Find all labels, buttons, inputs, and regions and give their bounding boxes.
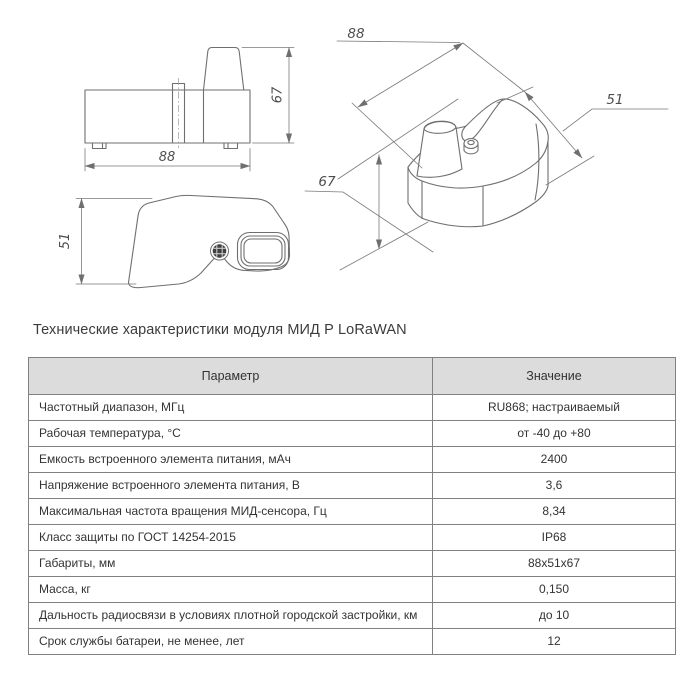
param-cell: Рабочая температура, °С — [29, 421, 433, 447]
param-cell: Класс защиты по ГОСТ 14254-2015 — [29, 525, 433, 551]
front-width-dim-label: 88 — [158, 150, 176, 165]
iso-depth-dim-label: 51 — [606, 92, 624, 108]
table-row — [29, 525, 676, 551]
spec-table — [28, 357, 676, 655]
front-view-drawing — [85, 48, 294, 172]
iso-height-dim-label: 67 — [318, 174, 336, 190]
value-cell: до 10 — [433, 603, 676, 629]
value-cell: IP68 — [433, 525, 676, 551]
page-title: Технические характеристики модуля МИД Р LoRaWAN — [33, 322, 407, 338]
table-row — [29, 577, 676, 603]
side-body-outline — [129, 195, 290, 287]
table-header-row — [29, 358, 676, 395]
column-header-value: Значение — [433, 358, 676, 395]
technical-drawing — [0, 0, 700, 315]
iso-width-dim-label: 88 — [347, 26, 365, 42]
value-cell: 12 — [433, 629, 676, 655]
side-view-drawing — [58, 195, 290, 287]
value-cell: 8,34 — [433, 499, 676, 525]
front-foot-left — [93, 143, 107, 149]
param-cell: Частотный диапазон, МГц — [29, 395, 433, 421]
value-cell: 3,6 — [433, 473, 676, 499]
side-depth-dim-label: 51 — [58, 232, 73, 250]
value-cell: RU868; настраиваемый — [433, 395, 676, 421]
table-row — [29, 629, 676, 655]
iso-view-drawing — [305, 26, 668, 270]
value-cell: 2400 — [433, 447, 676, 473]
column-header-parameter: Параметр — [29, 358, 433, 395]
table-row — [29, 603, 676, 629]
param-cell: Напряжение встроенного элемента питания, В — [29, 473, 433, 499]
front-height-dim-label: 67 — [270, 86, 286, 104]
param-cell: Емкость встроенного элемента питания, мАч — [29, 447, 433, 473]
table-row — [29, 551, 676, 577]
param-cell: Масса, кг — [29, 577, 433, 603]
table-row — [29, 395, 676, 421]
param-cell: Дальность радиосвязи в условиях плотной городской застройки, км — [29, 603, 433, 629]
table-row — [29, 473, 676, 499]
front-antenna — [204, 48, 244, 91]
value-cell: 88x51x67 — [433, 551, 676, 577]
front-foot-right — [224, 143, 238, 149]
table-row — [29, 447, 676, 473]
table-row — [29, 499, 676, 525]
table-row — [29, 421, 676, 447]
value-cell: 0,150 — [433, 577, 676, 603]
param-cell: Максимальная частота вращения МИД-сенсора, Гц — [29, 499, 433, 525]
screw-icon — [211, 242, 229, 260]
param-cell: Срок службы батареи, не менее, лет — [29, 629, 433, 655]
iso-knob — [464, 139, 478, 154]
front-body — [85, 90, 250, 143]
param-cell: Габариты, мм — [29, 551, 433, 577]
value-cell: от -40 до +80 — [433, 421, 676, 447]
